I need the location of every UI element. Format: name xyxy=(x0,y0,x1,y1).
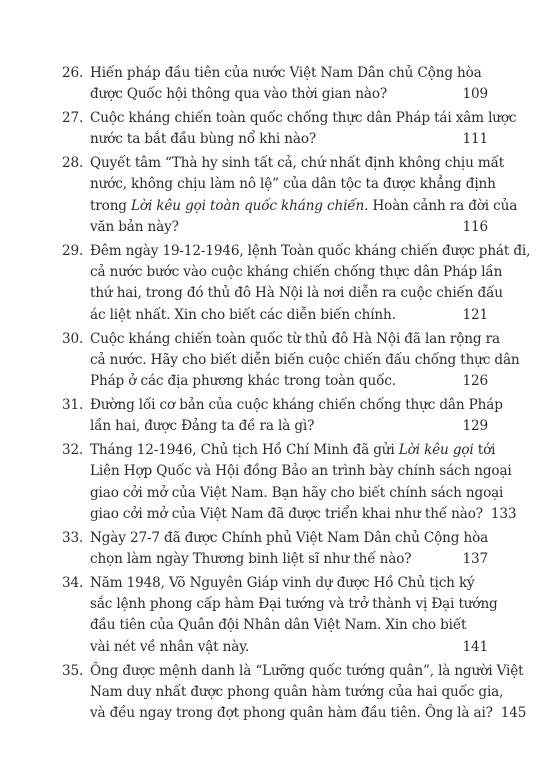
toc-entry-35[interactable] xyxy=(62,661,527,725)
entry-number: 27. xyxy=(62,110,84,127)
page-number[interactable]: 121 xyxy=(462,306,488,323)
page-number[interactable]: 126 xyxy=(462,373,488,390)
entry-last-line xyxy=(90,371,488,392)
entry-text-line: lần hai, được Đảng ta đề ra là gì? xyxy=(90,418,315,435)
entry-text-line xyxy=(90,196,518,217)
toc-entry-31[interactable] xyxy=(62,395,503,438)
entry-text-line: Đêm ngày 19-12-1946, lệnh Toàn quốc kháng chiến được phát đi, xyxy=(90,242,531,259)
entry-text-line: thứ hai, trong đó thủ đô Hà Nội là nơi diễn ra cuộc chiến đấu xyxy=(90,285,503,302)
entry-text-fragment: tới xyxy=(473,442,496,459)
entry-text-line: và đều ngay trong đợt phong quân hàm đầu tiên. Ông là ai? xyxy=(90,705,493,722)
entry-text-line: Liên Hợp Quốc và Hội đồng Bảo an trình bày chính sách ngoại xyxy=(90,463,512,480)
toc-entry-29[interactable] xyxy=(62,241,531,326)
toc-entry-34[interactable] xyxy=(62,573,498,658)
entry-text-line: giao cởi mở của Việt Nam đã được triển khai như thế nào? xyxy=(90,505,483,522)
entry-text-line: chọn làm ngày Thương binh liệt sĩ như thế nào? xyxy=(90,551,412,568)
entry-text-line: Cuộc kháng chiến toàn quốc chống thực dân Pháp tái xâm lược xyxy=(90,110,517,127)
entry-text-line: Cuộc kháng chiến toàn quốc từ thủ đô Hà Nội đã lan rộng ra xyxy=(90,330,500,347)
page-number[interactable]: 145 xyxy=(500,705,527,722)
entry-number: 30. xyxy=(62,330,84,347)
entry-last-line xyxy=(90,549,488,570)
table-of-contents xyxy=(62,63,531,727)
entry-text-line: Ông được mệnh danh là “Lưỡng quốc tướng quân”, là người Việt xyxy=(90,662,524,679)
toc-entry-28[interactable] xyxy=(62,153,518,238)
entry-text-line: cả nước. Hãy cho biết diễn biến cuộc chiến đấu chống thực dân xyxy=(90,351,520,368)
entry-text-line: Hiến pháp đầu tiên của nước Việt Nam Dân chủ Cộng hòa xyxy=(90,65,482,81)
entry-text-line: được Quốc hội thông qua vào thời gian nào? xyxy=(90,86,388,103)
entry-number: 34. xyxy=(62,574,84,591)
entry-number: 29. xyxy=(62,242,84,259)
entry-number: 31. xyxy=(62,396,84,413)
toc-entry-32[interactable] xyxy=(62,440,517,525)
entry-text-line: nước ta bắt đầu bùng nổ khi nào? xyxy=(90,131,317,148)
entry-last-line xyxy=(90,416,488,437)
entry-text-line: Quyết tâm “Thà hy sinh tất cả, chứ nhất định không chịu mất xyxy=(90,155,505,172)
entry-last-line xyxy=(90,703,527,724)
italic-title: Lời kêu gọi toàn quốc kháng chiến xyxy=(131,197,365,214)
entry-text-line xyxy=(90,440,496,461)
entry-text-line: nước, không chịu làm nô lệ” của dân tộc ta được khẳng định xyxy=(90,176,496,193)
entry-text-fragment: trong xyxy=(90,197,132,214)
entry-last-line xyxy=(90,637,488,658)
entry-number: 35. xyxy=(62,662,84,679)
entry-last-line xyxy=(90,504,517,525)
entry-text-line: Ngày 27-7 đã được Chính phủ Việt Nam Dân chủ Cộng hòa xyxy=(90,529,489,546)
toc-entry-27[interactable] xyxy=(62,108,517,151)
page-number[interactable]: 111 xyxy=(462,131,488,148)
entry-text-line: giao cởi mở của Việt Nam. Bạn hãy cho biết chính sách ngoại xyxy=(90,484,504,501)
entry-text-line: Năm 1948, Võ Nguyên Giáp vinh dự được Hồ Chủ tịch ký xyxy=(90,574,475,591)
entry-text-line: sắc lệnh phong cấp hàm Đại tướng và trở thành vị Đại tướng xyxy=(90,596,498,613)
entry-text-line: ác liệt nhất. Xin cho biết các diễn biến chính. xyxy=(90,306,396,323)
page-number[interactable]: 109 xyxy=(462,86,488,103)
toc-entry-33[interactable] xyxy=(62,528,488,571)
toc-entry-30[interactable] xyxy=(62,329,520,393)
page-number[interactable]: 116 xyxy=(462,219,488,236)
entry-number: 28. xyxy=(62,155,84,172)
italic-title: Lời kêu gọi xyxy=(398,442,474,459)
entry-last-line xyxy=(90,129,488,150)
page-number[interactable]: 141 xyxy=(462,638,488,655)
entry-text-line: Nam duy nhất được phong quân hàm tướng của hai quốc gia, xyxy=(90,683,504,700)
page-number[interactable]: 133 xyxy=(490,505,517,522)
entry-text-fragment: Tháng 12-1946, Chủ tịch Hồ Chí Minh đã gửi xyxy=(90,442,399,459)
toc-entry-26[interactable] xyxy=(62,63,488,106)
entry-text-line: Đường lối cơ bản của cuộc kháng chiến chống thực dân Pháp xyxy=(90,396,503,413)
entry-text-line: vài nét về nhân vật này. xyxy=(90,638,250,655)
entry-text-line: văn bản này? xyxy=(90,219,179,236)
entry-last-line xyxy=(90,84,488,105)
page-number[interactable]: 129 xyxy=(462,418,488,435)
page-number[interactable]: 137 xyxy=(462,551,488,568)
entry-text-line: Pháp ở các địa phương khác trong toàn quốc. xyxy=(90,373,396,390)
entry-last-line xyxy=(90,305,488,326)
entry-text-fragment: . Hoàn cảnh ra đời của xyxy=(364,197,518,214)
entry-number: 32. xyxy=(62,442,84,459)
entry-number: 26. xyxy=(62,65,84,81)
entry-number: 33. xyxy=(62,529,84,546)
entry-text-line: cả nước bước vào cuộc kháng chiến chống thực dân Pháp lần xyxy=(90,264,503,281)
entry-text-line: đầu tiên của Quân đội Nhân dân Việt Nam. Xin cho biết xyxy=(90,617,467,634)
entry-last-line xyxy=(90,217,488,238)
